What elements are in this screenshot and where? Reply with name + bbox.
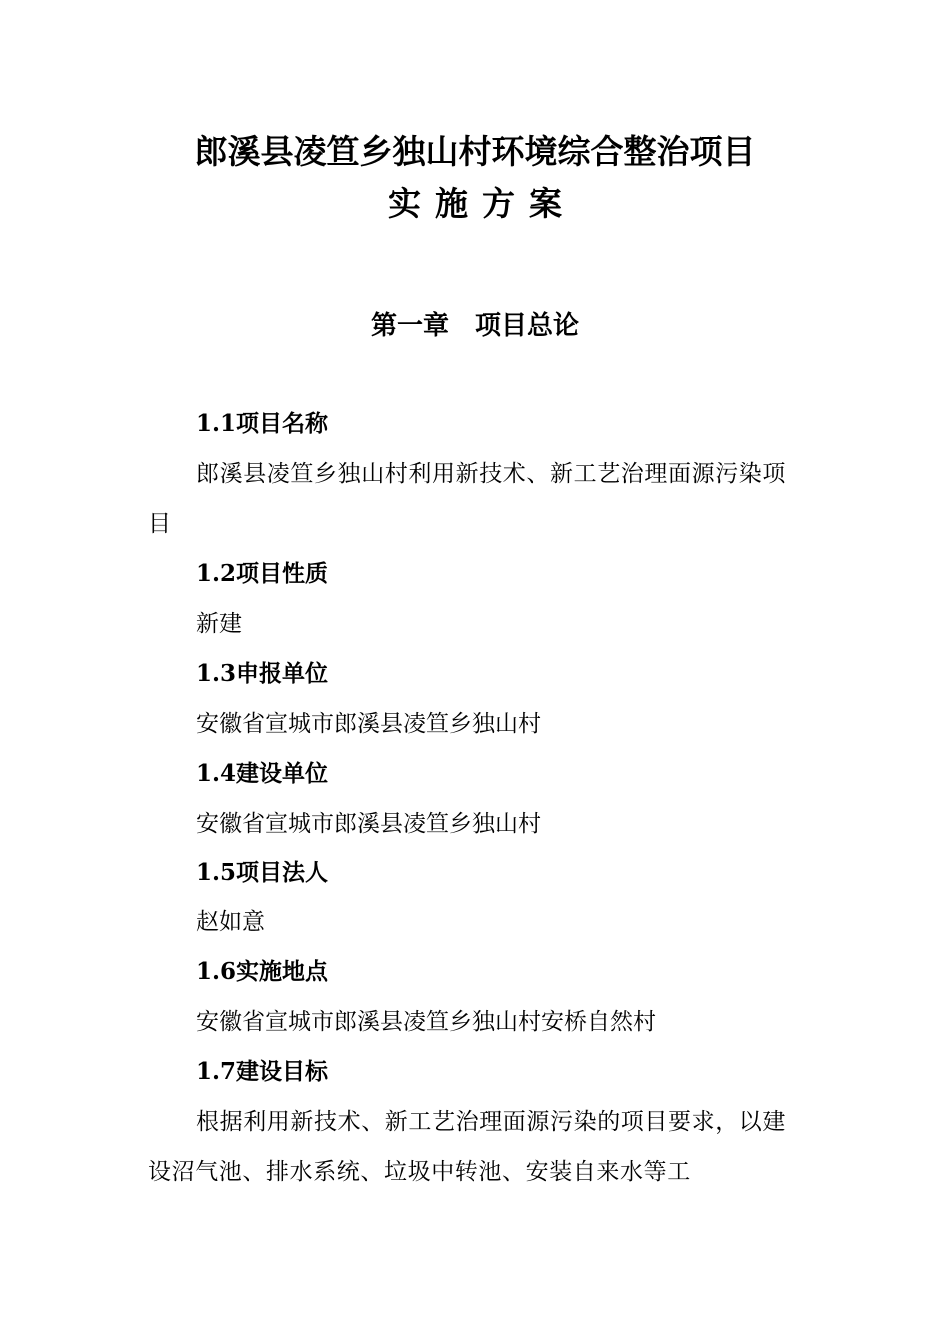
section-content-1-4: 安徽省宣城市郎溪县凌笪乡独山村 xyxy=(196,811,541,837)
section-heading-1-4: 1.4建设单位 xyxy=(196,760,329,787)
section-content-1-6: 安徽省宣城市郎溪县凌笪乡独山村安桥自然村 xyxy=(196,1009,656,1035)
section-content-1-2: 新建 xyxy=(196,611,242,637)
section-heading-1-5: 1.5项目法人 xyxy=(196,859,329,886)
section-content-1-7: 根据利用新技术、新工艺治理面源污染的项目要求，以建设沼气池、排水系统、垃圾中转池、安装自来水等工 xyxy=(148,1109,786,1185)
section-heading-1-3: 1.3申报单位 xyxy=(196,660,329,687)
section-heading-1-7: 1.7建设目标 xyxy=(196,1058,329,1085)
document-title-line2: 实施方案 xyxy=(388,184,576,223)
section-heading-1-2: 1.2项目性质 xyxy=(196,560,329,587)
document-title-line1: 郎溪县凌笪乡独山村环境综合整治项目 xyxy=(194,132,756,171)
chapter-heading: 第一章 项目总论 xyxy=(370,311,579,341)
section-content-1-3: 安徽省宣城市郎溪县凌笪乡独山村 xyxy=(196,711,541,737)
section-heading-1-1: 1.1项目名称 xyxy=(196,410,329,437)
section-heading-1-6: 1.6实施地点 xyxy=(196,958,329,985)
section-content-1-1: 郎溪县凌笪乡独山村利用新技术、新工艺治理面源污染项目 xyxy=(148,461,786,537)
section-content-1-5: 赵如意 xyxy=(196,909,265,935)
